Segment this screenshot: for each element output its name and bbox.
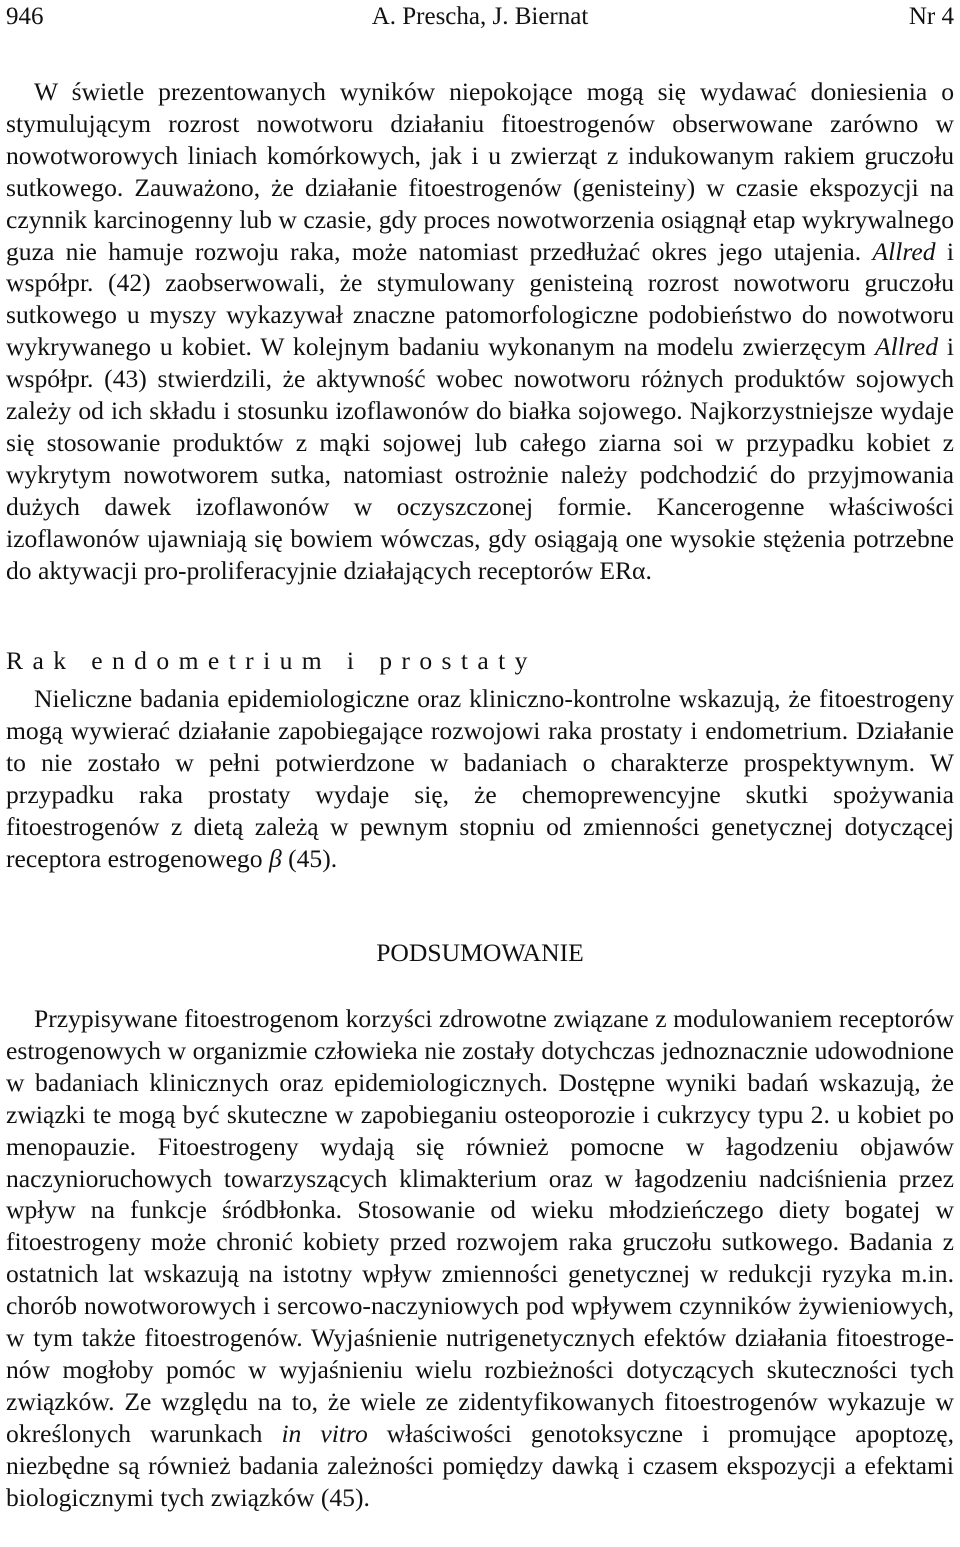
- body-section-summary: [6, 1003, 954, 1514]
- paragraph-text: i współpr. (43) stwierdzili, że aktywność wobec nowotworu różnych produktów sojowych zależy od ich składu i stosunku izoflawonów do białka sojowego. Najkorzystniejsze wydaje się stosowanie produktów z mąki sojowej lub całego ziarna soi w przypadku kobiet z wykrytym nowotworem sutka, natomiast ostrożnie należy podchodzić do przyjmowania dużych dawek izoflawonów w oczyszczonej formie. Kancerogenne właściwości izoflawonów ujawniają się bowiem wówczas, gdy osiągają one wysokie stężenia potrzebne do aktywacji pro-proliferacyjnie działających receptorów ERα.: [6, 332, 954, 585]
- paragraph-text: W świetle prezentowanych wyników niepokojące mogą się wydawać doniesienia o stymulującym rozrost nowotworu działaniu fitoestrogenów obserwowane zarówno w nowotworowych liniach komórkowych, jak i u zwierząt z indukowanym rakiem gruczołu sutkowego. Zauważono, że działanie fitoestrogenów (genisteiny) w czasie ekspozycji na czynnik karcinogenny lub w czasie, gdy proces nowotworzenia osiągnął etap wykrywalnego guza nie hamuje rozwoju raka, może natomiast przedłużać okres jego utajenia.: [6, 77, 954, 266]
- paragraph-text: właściwości genotoksyczne i promujące apoptozę, niezbędne są również badania zależności pomiędzy dawką i czasem ekspozycji a efektami biologicznymi tych związków (45).: [6, 1418, 954, 1512]
- paragraph-text: (45).: [281, 843, 338, 873]
- running-header-authors: A. Prescha, J. Biernat: [371, 3, 589, 30]
- body-section-2: [6, 683, 954, 874]
- subsection-heading: Rak endometrium i prostaty: [6, 646, 537, 675]
- document-page: [6, 0, 955, 1512]
- paragraph-text: Nieliczne badania epidemiologiczne oraz kliniczno-kontrolne wskazują, że fitoestrogeny mogą wywierać działanie zapobiegające rozwojowi raka prostaty i endometrium. Działanie to nie zostało w pełni potwierdzone w badaniach o charakterze prospektywnym. W przypadku raka prostaty wydaje się, że chemoprewencyjne skutki spożywania fitoestrogenów z dietą zależą w pewnym stopniu od zmienności genetycznej dotyczącej receptora estrogenowego: [6, 684, 954, 873]
- paragraph-rak-endometrium-prostaty: [6, 683, 954, 874]
- paragraph-text: i współpr. (42) zaobserwowali, że stymulowany genisteiną rozrost nowotworu gruczołu sutkowego u myszy wykazywał znaczne patomorfologiczne podobieństwo do nowotworu wykrywanego u kobiet. W kolejnym badaniu wykonanym na modelu zwierzęcym: [6, 236, 955, 362]
- body-section-1: [6, 76, 954, 587]
- greek-symbol: β: [268, 843, 282, 873]
- section-heading: PODSUMOWANIE: [376, 938, 584, 967]
- latin-term: in vitro: [281, 1418, 368, 1448]
- paragraph-podsumowanie: [6, 1003, 954, 1514]
- issue-number: Nr 4: [908, 3, 954, 30]
- paragraph-fitoestrogeny-nowotwory: [6, 76, 954, 587]
- author-citation: Allred: [872, 236, 936, 266]
- page-number: 946: [6, 3, 44, 30]
- paragraph-text: Przypisywane fitoestrogenom korzyści zdrowotne związane z modulowaniem receptorów estrogenowych w organizmie człowieka nie zostały dotychczas jednoznacznie udowodnione w badaniach klinicznych oraz epidemiologicznych. Dostępne wyniki badań wskazują, że związki te mogą być skuteczne w zapobieganiu osteoporozie i cukrzycy typu 2. u kobiet po menopauzie. Fitoestrogeny wydają się również pomocne w łagodzeniu objawów naczynioruchowych towarzyszących klimakterium oraz w łagodzeniu nadciśnienia przez wpływ na funkcje śródbłonka. Stosowanie od wieku młodzieńczego diety bogatej w fitoestrogeny może chronić kobiety przed rozwojem raka gruczołu sutkowego. Badania z ostatnich lat wskazują na istotny wpływ zmienności genetycznej w redukcji ryzyka m.in. chorób nowotworowych i sercowo-naczyniowych pod wpływem czynników żywieniowych, w tym także fitoestrogenów. Wyjaśnienie nutrigenetycznych efektów działania fitoestrogenów mogłoby pomóc w wyjaśnieniu wielu rozbieżności dotyczących skuteczności tych związków. Ze względu na to, że wiele ze zidentyfikowanych fitoestrogenów wykazuje w określonych warunkach: [6, 1004, 954, 1448]
- author-citation: Allred: [874, 332, 938, 362]
- running-header: [6, 0, 954, 34]
